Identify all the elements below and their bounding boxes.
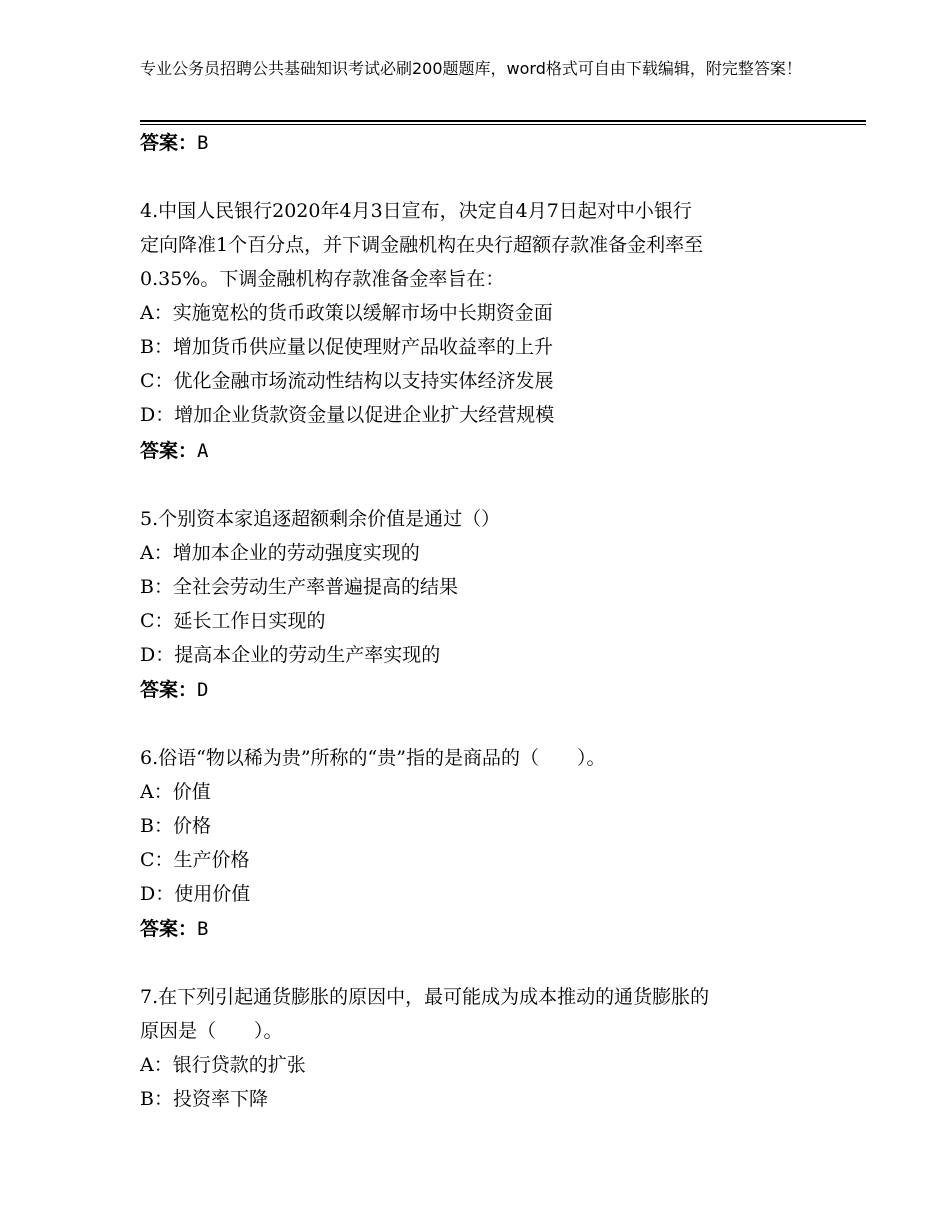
question-4-stem-line-3: 0.35%。下调金融机构存款准备金率旨在： (140, 268, 505, 290)
question-4-stem-line-1: 4.中国人民银行2020年4月3日宣布，决定自4月7日起对中小银行 (140, 200, 692, 222)
question-6-answer (140, 916, 208, 942)
question-5-option-d: D：提高本企业的劳动生产率实现的 (140, 644, 441, 666)
answer-label: 答案： (140, 918, 198, 940)
answer-value: B (197, 132, 209, 154)
question-4-answer (140, 438, 208, 464)
header-divider-thin (140, 124, 866, 125)
answer-label: 答案： (140, 440, 198, 462)
question-4-option-c: C：优化金融市场流动性结构以支持实体经济发展 (140, 370, 554, 392)
question-4-option-b: B：增加货币供应量以促使理财产品收益率的上升 (140, 336, 553, 358)
question-4-option-d: D：增加企业货款资金量以促进企业扩大经营规模 (140, 404, 555, 426)
header-divider (140, 120, 866, 125)
document-header: 专业公务员招聘公共基础知识考试必刷200题题库，word格式可自由下载编辑，附完整答案！ (140, 59, 802, 78)
answer-value: A (197, 440, 209, 462)
question-5-option-b: B：全社会劳动生产率普遍提高的结果 (140, 576, 458, 598)
question-4-option-a: A：实施宽松的货币政策以缓解市场中长期资金面 (140, 302, 553, 324)
question-4-stem-line-2: 定向降准1个百分点，并下调金融机构在央行超额存款准备金利率至 (140, 234, 704, 256)
answer-line-prev (140, 130, 208, 156)
question-5-stem-line-1: 5.个别资本家追逐超额剩余价值是通过（） (140, 508, 501, 530)
answer-label: 答案： (140, 132, 198, 154)
question-6-option-b: B：价格 (140, 815, 211, 837)
answer-value: B (197, 918, 209, 940)
question-7-stem-line-2: 原因是（ ）。 (140, 1020, 283, 1042)
question-6-option-a: A：价值 (140, 781, 211, 803)
question-7-option-a: A：银行贷款的扩张 (140, 1054, 306, 1076)
question-6-option-d: D：使用价值 (140, 883, 251, 905)
question-6-stem-line-1: 6.俗语“物以稀为贵”所称的“贵”指的是商品的（ ）。 (140, 747, 606, 769)
question-5-option-c: C：延长工作日实现的 (140, 610, 326, 632)
answer-value: D (197, 679, 209, 701)
question-5-option-a: A：增加本企业的劳动强度实现的 (140, 542, 420, 564)
question-7-stem-line-1: 7.在下列引起通货膨胀的原因中，最可能成为成本推动的通货膨胀的 (140, 986, 710, 1008)
question-7-option-b: B：投资率下降 (140, 1088, 268, 1110)
question-5-answer (140, 677, 208, 703)
header-divider-thick (140, 120, 866, 122)
question-6-option-c: C：生产价格 (140, 849, 250, 871)
answer-label: 答案： (140, 679, 198, 701)
